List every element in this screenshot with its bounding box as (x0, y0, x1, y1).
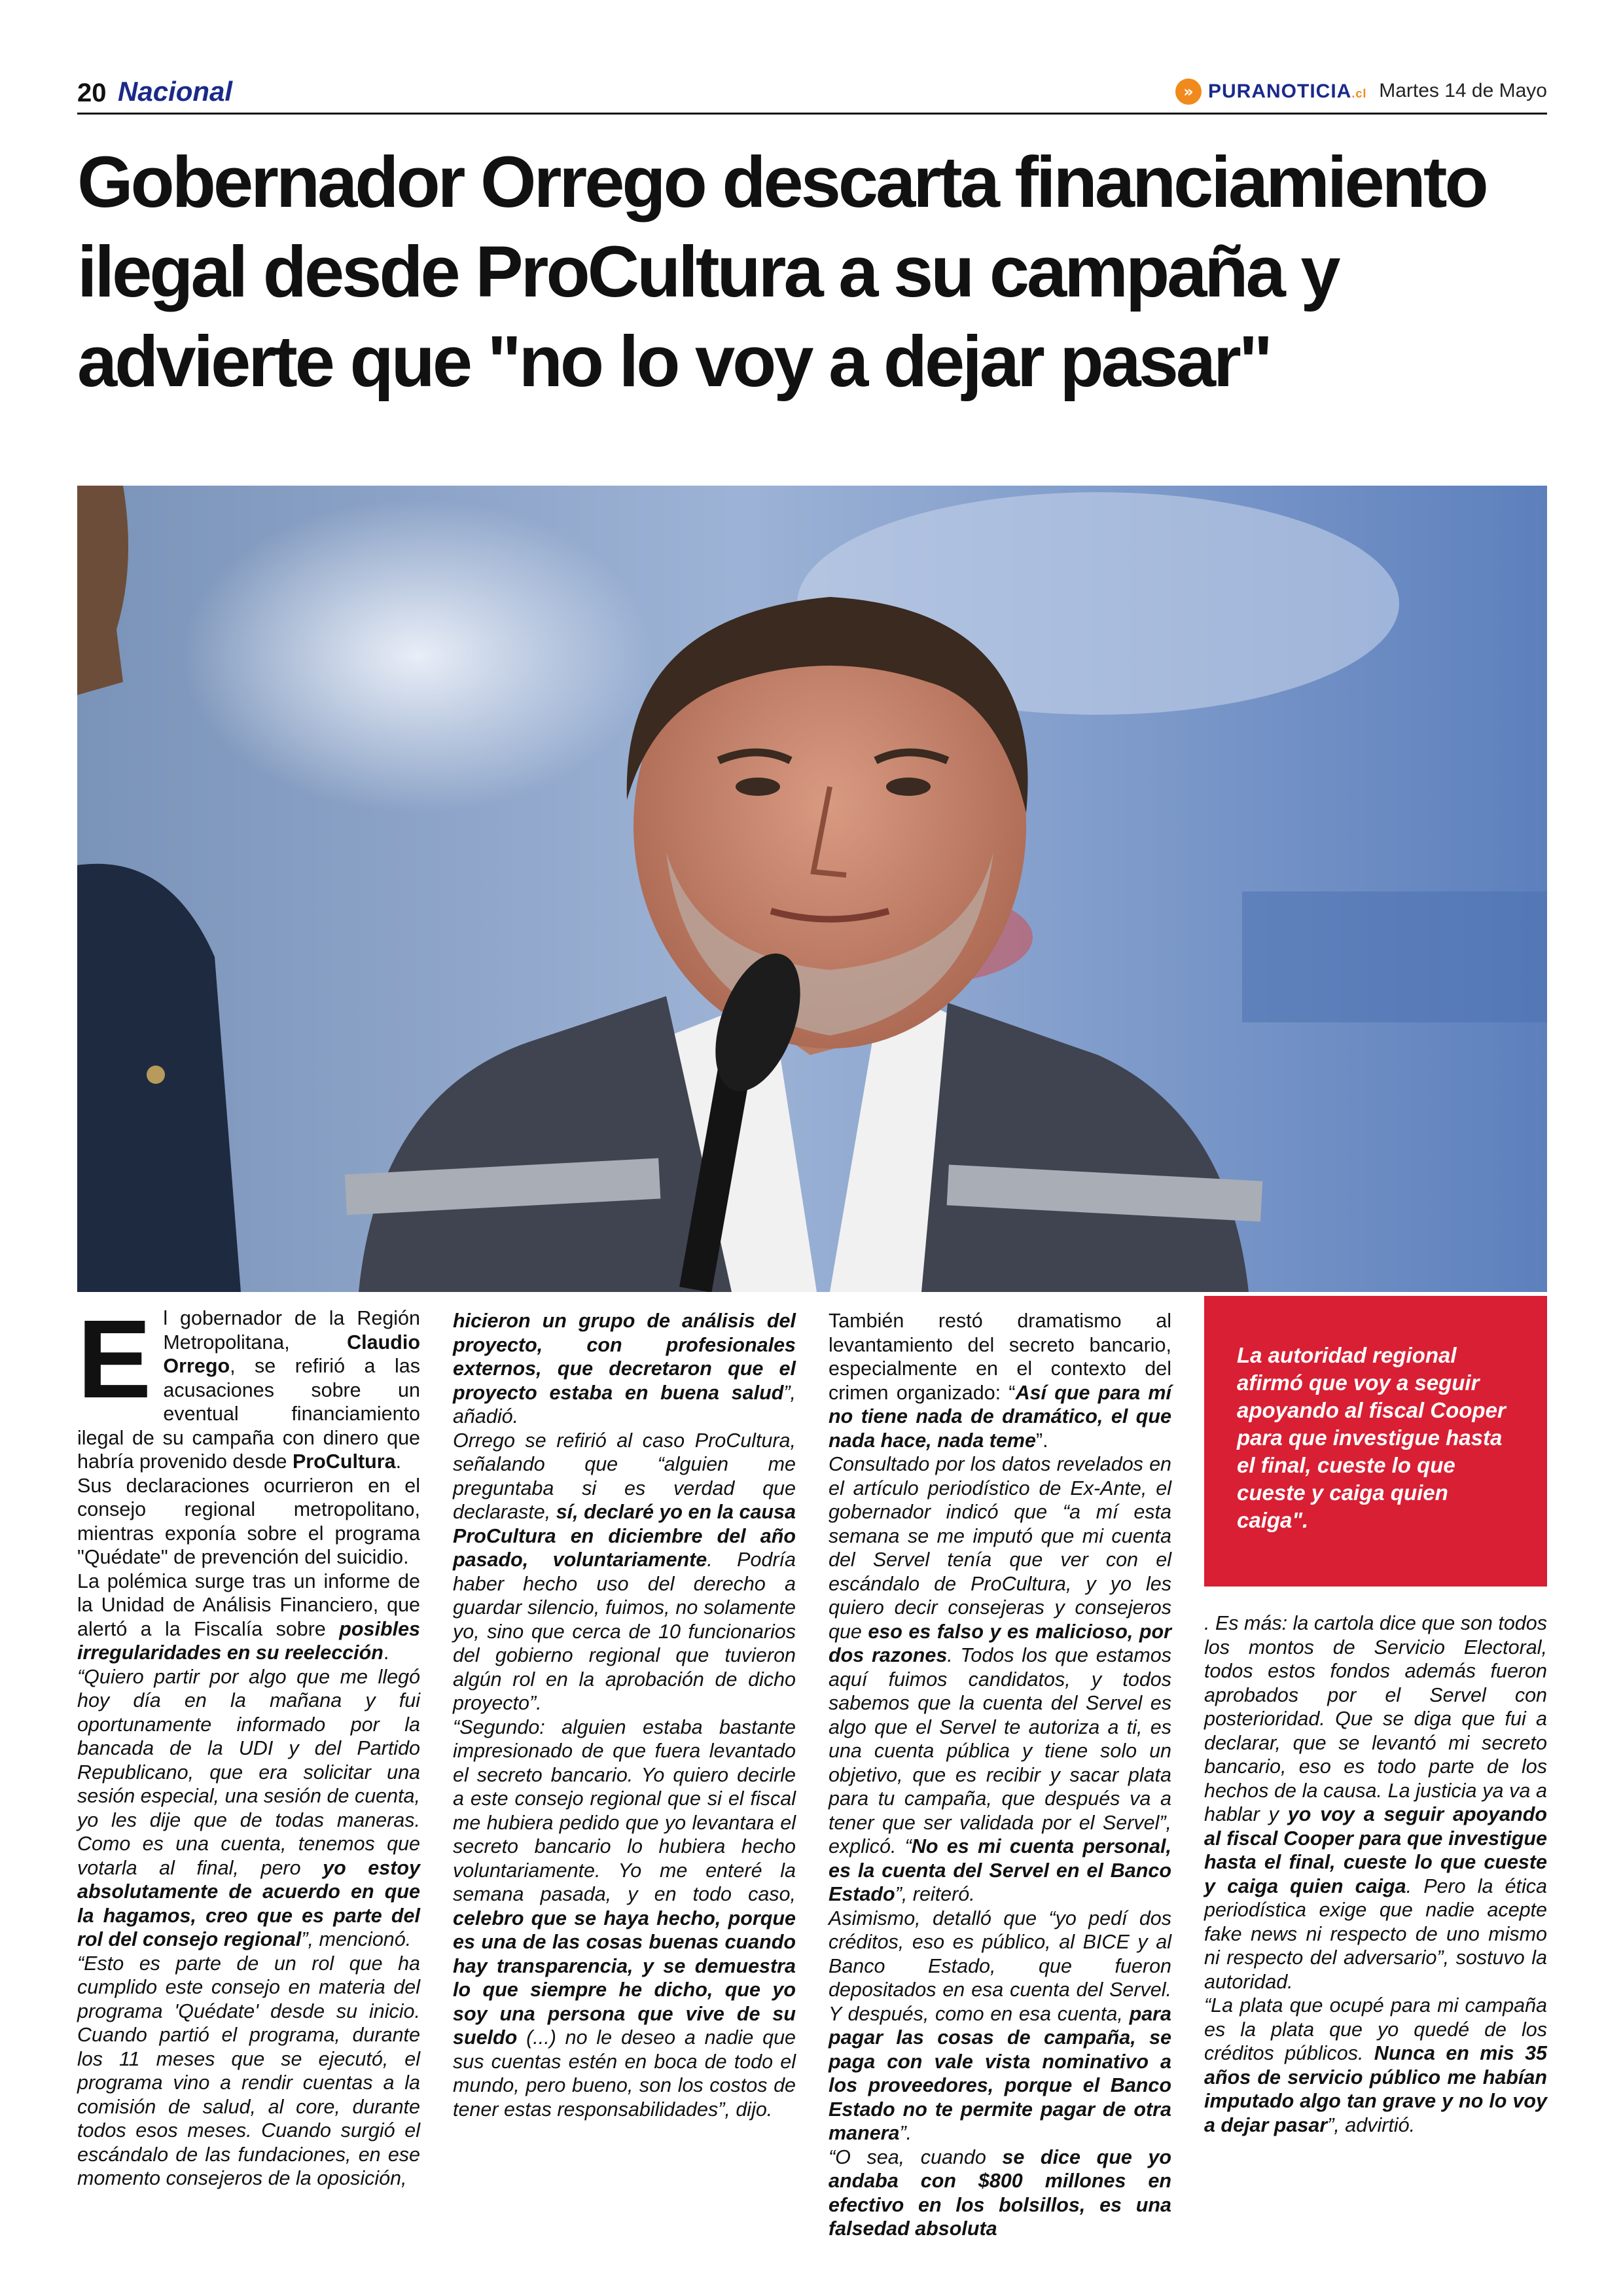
page-number: 20 (77, 79, 107, 107)
chevrons-icon: » (1175, 79, 1202, 105)
paragraph: . Es más: la cartola dice que son todos los montos de Servicio Electoral, todos estos fondos además fueron aprobados por el Servel con posterioridad. Que se diga que fui a declarar, que se levantó mi secreto bancario, eso es todo parte de los hechos de la causa. La justicia ya va a hablar y yo voy a seguir apoyando al fiscal Cooper para que investigue hasta el final, cueste lo que cueste y caiga quien caiga. Pero la ética periodística exige que nadie acepte fake news ni respecto de uno mismo ni respecto del adversario”, sostuvo la autoridad. (1204, 1612, 1547, 1993)
pull-quote: La autoridad regional afirmó que voy a seguir apoyando al fiscal Cooper para que investigue hasta el final, cueste lo que cueste y caiga quien caiga". (1237, 1343, 1506, 1532)
issue-date: Martes 14 de Mayo (1379, 80, 1547, 101)
brand-logo (1175, 79, 1366, 105)
paragraph: l gobernador de la Región Metropolitana, Claudio Orrego, se refirió a las acusaciones sobre un eventual financiamiento ilegal de su campaña con dinero que habría provenido desde ProCultura. (77, 1307, 420, 1473)
paragraph: “La plata que ocupé para mi campaña es la plata que yo quedé de los créditos públicos. Nunca en mis 35 años de servicio público me habían imputado algo tan grave y no lo voy a dejar pasar”, advirtió. (1204, 1994, 1547, 2136)
headline: Gobernador Orrego descarta financiamiento ilegal desde ProCultura a su campaña y advierte que "no lo voy a dejar pasar" (77, 142, 1486, 402)
governor-photo (77, 486, 1547, 1292)
article-column-4 (1204, 1611, 1547, 2137)
paragraph: “Quiero partir por algo que me llegó hoy día en la mañana y fui oportunamente informado por la bancada de la UDI y del Partido Republicano, que era solicitar una sesión especial, una sesión de cuenta, yo les dije que de todas maneras. Como es una cuenta, tenemos que votarla al final, pero yo estoy absolutamente de acuerdo en que la hagamos, creo que es parte del rol del consejo regional”, mencionó. (77, 1665, 420, 1950)
page-header (77, 73, 1547, 115)
paragraph: Asimismo, detalló que “yo pedí dos créditos, eso es público, al BICE y al Banco Estado, que fueron depositados en esa cuenta del Servel. Y después, como en esa cuenta, para pagar las cosas de campaña, se paga con vale vista nominativo a los proveedores, porque el Banco Estado no te permite pagar de otra manera”. (829, 1907, 1171, 2144)
article-column-3 (829, 1309, 1171, 2241)
paragraph: También restó dramatismo al levantamiento del secreto bancario, especialmente en el contexto del crimen organizado: “Así que para mí no tiene nada de dramático, el que nada hace, nada teme”. (829, 1310, 1171, 1452)
paragraph: Consultado por los datos revelados en el artículo periodístico de Ex-Ante, el gobernador indicó que “a mí esta semana se me imputó que mi cuenta del Servel tenía que ver con el escándalo de ProCultura, y yo les quiero decir consejeras y consejeros que eso es falso y es malicioso, por dos razones. Todos los que estamos aquí fuimos candidatos, y todos sabemos que la cuenta del Servel es algo que el Servel te autoriza a ti, es una cuenta pública y tiene solo un objetivo, que es recibir y sacar plata para tu campaña, que después va a tener que ser validada por el Servel”, explicó. “No es mi cuenta personal, es la cuenta del Servel en el Banco Estado”, reiteró. (829, 1453, 1172, 1905)
paragraph: La polémica surge tras un informe de la Unidad de Análisis Financiero, que alertó a la Fiscalía sobre posibles irregularidades en su reelección. (77, 1570, 420, 1664)
pull-quote-box (1204, 1296, 1547, 1587)
article-column-2 (453, 1309, 796, 2121)
paragraph: hicieron un grupo de análisis del proyecto, con profesionales externos, que decretaron que el proyecto estaba en buena salud”, añadió. (453, 1310, 796, 1427)
section-name: Nacional (118, 76, 233, 107)
paragraph: “Esto es parte de un rol que ha cumplido este consejo en materia del programa 'Quédate' desde su inicio. Cuando partió el programa, durante los 11 meses que se ejecutó, el programa vino a rendir cuentas a la comisión de salud, al core, durante todos esos meses. Cuando surgió el escándalo de las fundaciones, en ese momento consejeros de la oposición, (77, 1952, 420, 2189)
drop-cap: E (77, 1297, 152, 1422)
paragraph: Orrego se refirió al caso ProCultura, señalando que “alguien me preguntaba si es verdad que declaraste, sí, declaré yo en la causa ProCultura en diciembre del año pasado, voluntariamente. Podría haber hecho uso del derecho a guardar silencio, fuimos, no solamente yo, sino que cerca de 10 funcionarios del gobierno regional que tuvieron algún rol en la aprobación de dicho proyecto”. (453, 1429, 796, 1714)
article-column-1 (77, 1297, 420, 2191)
paragraph: “O sea, cuando se dice que yo andaba con $800 millones en efectivo en los bolsillos, es una falsedad absoluta (829, 2145, 1171, 2240)
paragraph: “Segundo: alguien estaba bastante impresionado de que fuera levantado el secreto bancario. Yo quiero decirle a este consejo regional que si el fiscal me hubiera pedido que yo levantara el secreto bancario lo hubiera hecho voluntariamente. Yo me enteré la semana pasada, y en todo caso, celebro que se haya hecho, porque es una de las cosas buenas cuando hay transparencia, y se demuestra lo que siempre he dicho, que yo soy una persona que vive de su sueldo (...) no le deseo a nadie que sus cuentas estén en boca de todo el mundo, pero bueno, son los costos de tener estas responsabilidades”, dijo. (453, 1715, 796, 2121)
brand-name: PURANOTICIA.cl (1208, 81, 1367, 102)
paragraph: Sus declaraciones ocurrieron en el consejo regional metropolitano, mientras exponía sobre el programa "Quédate" de prevención del suicidio. (77, 1474, 420, 1568)
